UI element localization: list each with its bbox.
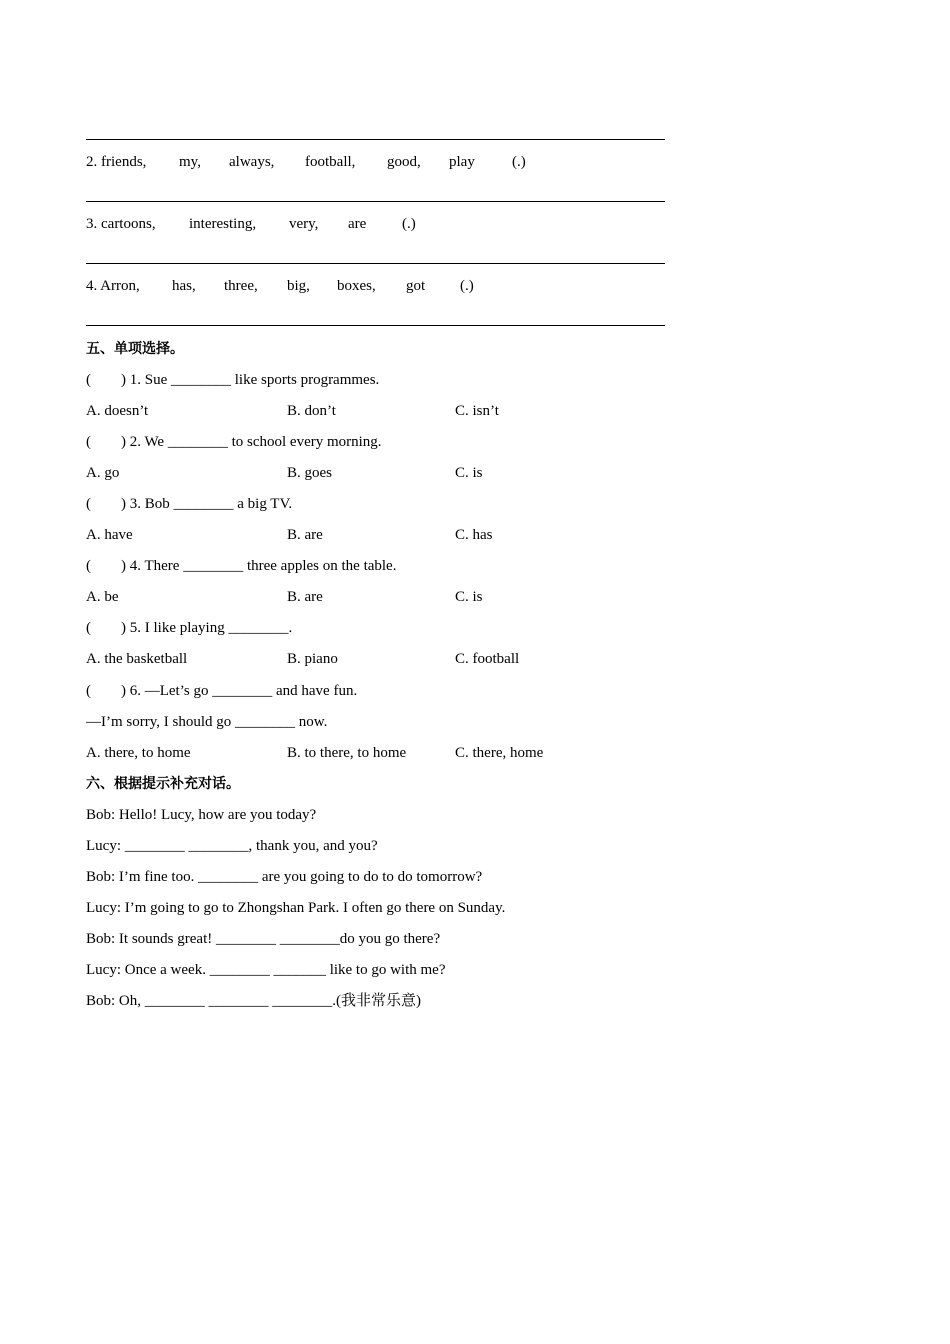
option-a: A. doesn’t xyxy=(86,403,149,419)
word-token: interesting, xyxy=(189,216,257,232)
dialogue-line: Bob: Oh, ________ ________ ________.(我非常乐意) xyxy=(86,993,421,1009)
option-c: C. is xyxy=(455,589,483,605)
option-b: B. don’t xyxy=(287,403,336,419)
dialogue-line: Bob: I’m fine too. ________ are you going to do to do tomorrow? xyxy=(86,869,483,885)
option-b: B. to there, to home xyxy=(287,745,407,761)
word-token: play xyxy=(449,154,475,170)
question-stem: ( ) 4. There ________ three apples on the table. xyxy=(86,558,397,574)
word-token: my, xyxy=(179,154,201,170)
answer-line[interactable] xyxy=(86,201,665,202)
question-stem: ( ) 6. —Let’s go ________ and have fun. xyxy=(86,683,358,699)
question-stem-continued: —I’m sorry, I should go ________ now. xyxy=(86,714,328,730)
dialogue-line: Lucy: ________ ________, thank you, and you? xyxy=(86,838,378,854)
option-a: A. have xyxy=(86,527,133,543)
option-c: C. there, home xyxy=(455,745,544,761)
word-token: boxes, xyxy=(337,278,376,294)
dialogue-line: Lucy: Once a week. ________ _______ like to go with me? xyxy=(86,962,446,978)
option-a: A. go xyxy=(86,465,120,481)
word-token: good, xyxy=(387,154,421,170)
question-stem: ( ) 1. Sue ________ like sports programmes. xyxy=(86,372,380,388)
option-c: C. football xyxy=(455,651,520,667)
option-b: B. goes xyxy=(287,465,332,481)
word-token: 3. cartoons, xyxy=(86,216,156,232)
option-c: C. isn’t xyxy=(455,403,499,419)
word-token: very, xyxy=(289,216,319,232)
option-b: B. piano xyxy=(287,651,338,667)
dialogue-line: Bob: Hello! Lucy, how are you today? xyxy=(86,807,317,823)
punctuation-hint: (.) xyxy=(460,278,474,294)
section-6-title: 六、根据提示补充对话。 xyxy=(86,776,240,792)
word-token: has, xyxy=(172,278,196,294)
word-token: football, xyxy=(305,154,356,170)
word-token: always, xyxy=(229,154,275,170)
section-5-title: 五、单项选择。 xyxy=(86,341,184,357)
answer-line[interactable] xyxy=(86,325,665,326)
option-b: B. are xyxy=(287,589,323,605)
question-stem: ( ) 5. I like playing ________. xyxy=(86,620,293,636)
answer-line[interactable] xyxy=(86,139,665,140)
question-stem: ( ) 2. We ________ to school every morning. xyxy=(86,434,382,450)
dialogue-line: Lucy: I’m going to go to Zhongshan Park. I often go there on Sunday. xyxy=(86,900,506,916)
dialogue-line: Bob: It sounds great! ________ ________do you go there? xyxy=(86,931,441,947)
word-token: three, xyxy=(224,278,258,294)
word-token: big, xyxy=(287,278,310,294)
question-stem: ( ) 3. Bob ________ a big TV. xyxy=(86,496,293,512)
option-a: A. be xyxy=(86,589,119,605)
punctuation-hint: (.) xyxy=(402,216,416,232)
option-c: C. is xyxy=(455,465,483,481)
option-a: A. there, to home xyxy=(86,745,191,761)
option-c: C. has xyxy=(455,527,493,543)
option-b: B. are xyxy=(287,527,323,543)
option-a: A. the basketball xyxy=(86,651,188,667)
punctuation-hint: (.) xyxy=(512,154,526,170)
word-token: got xyxy=(406,278,426,294)
answer-line[interactable] xyxy=(86,263,665,264)
word-token: are xyxy=(348,216,367,232)
word-token: 2. friends, xyxy=(86,154,147,170)
word-token: 4. Arron, xyxy=(86,278,140,294)
